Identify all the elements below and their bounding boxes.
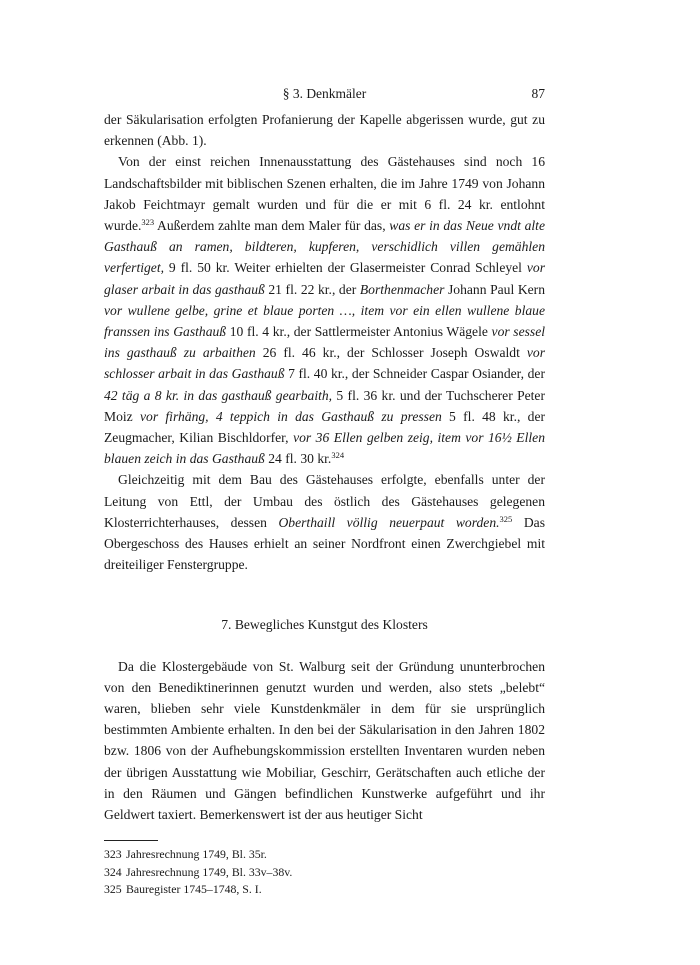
quote: vor firhäng, 4 teppich in das Gasthauß zu pressen	[139, 408, 442, 424]
running-head-title: § 3. Denkmäler	[282, 86, 367, 101]
quote: vor wullene gelbe, grine et blaue porten …, item vor ein ellen wullene blaue franssen ins Gasthauß	[104, 302, 545, 340]
footnote-number: 323	[104, 847, 122, 862]
footnote-text: Jahresrechnung 1749, Bl. 35r.	[126, 847, 267, 862]
footnote-text: Bauregister 1745–1748, S. I.	[126, 882, 262, 897]
footnote-divider	[104, 840, 158, 841]
paragraph-1: der Säkularisation erfolgten Profanierung der Kapelle abgerissen wurde, gut zu erkennen (Abb. 1).	[104, 112, 545, 149]
section-heading: 7. Bewegliches Kunstgut des Klosters	[221, 617, 428, 633]
footnote-324	[104, 864, 545, 882]
footnote-323	[104, 846, 545, 864]
quote: vor sessel ins gasthauß zu arbaithen	[104, 324, 546, 361]
page-number: 87	[531, 86, 545, 101]
quote: was er in das Neue vndt alte Gasthauß an ramen, bildteren, kupferen, verschidlich villen gemählen verfertiget,	[104, 218, 545, 276]
running-head	[104, 86, 545, 108]
paragraph-3: Gleichzeitig mit dem Bau des Gästehauses erfolgte, ebenfalls unter der Leitung von Ettl, der Umbau des östlich des Gästehauses gelegenen Klosterrichterhauses, dessen Oberthaill völlig neuerpaut worden.$^{325}$ Das Obergeschoss des Hauses erhielt an seiner Nordfront einen Zwerchgiebel mit dreiteiliger Fenstergruppe.	[104, 472, 545, 573]
footnote-ref-325[interactable]: 325	[499, 513, 513, 524]
quote: Borthenmacher	[359, 281, 445, 297]
quote: vor glaser arbait in das gasthauß	[104, 260, 545, 297]
footnote-325	[104, 881, 545, 899]
footnote-ref-323[interactable]: 323	[141, 217, 155, 228]
body-text	[104, 109, 545, 825]
quote: vor 36 Ellen gelben zeig, item vor 16½ Ellen blauen zeich in das Gasthauß	[104, 430, 545, 467]
paragraph-4: Da die Klostergebäude von St. Walburg seit der Gründung ununterbrochen von den Benediktinerinnen genutzt wurden und werden, also stets „belebt“ waren, blieben sehr viele Kunstdenkmäler in dem für sie ursprünglich bestimmten Ambiente erhalten. In den bei der Säkularisation in den Jahren 1802 bzw. 1806 von der Aufhebungskommission erstellten Inventaren wurden neben der übrigen Ausstattung wie Mobiliar, Geschirr, Gerätschaften auch etliche der in den Räumen und Gängen befindlichen Kunstwerke aufgeführt und ihr Geldwert taxiert. Bemerkenswert ist der aus heutiger Sicht	[104, 658, 545, 823]
paragraph-2: Von der einst reichen Innenausstattung des Gästehauses sind noch 16 Landschaftsbilder mit biblischen Szenen erhalten, die im Jahre 1749 von Johann Jakob Feichtmayr gemalt wurden und für die er mit 6 fl. 24 kr. entlohnt wurde.$^{323}$ Außerdem zahlte man dem Maler für das, was er in das Neue vndt alte Gasthauß an ramen, bildteren, kupferen, verschidlich villen gemählen verfertiget, 9 fl. 50 kr. Weiter erhielten der Glasermeister Conrad Schleyel vor glaser arbait in das gasthauß 21 fl. 22 kr., der Borthenmacher Johann Paul Kern vor wullene gelbe, grine et blaue porten …, item vor ein ellen wullene blaue franssen ins Gasthauß 10 fl. 4 kr., der Sattlermeister Antonius Wägele vor sessel ins gasthauß zu arbaithen 26 fl. 46 kr., der Schlosser Joseph Oswaldt vor schlosser arbait in das Gasthauß 7 fl. 40 kr., der Schneider Caspar Osiander, der 42 täg a 8 kr. in das gasthauß gearbaith, 5 fl. 36 kr. und der Tuchscherer Peter Moiz vor firhäng, 4 teppich in das Gasthauß zu pressen 5 fl. 48 kr., der Zeugmacher, Kilian Bischldorfer, vor 36 Ellen gelben zeig, item vor 16½ Ellen blauen zeich in das Gasthauß 24 fl. 30 kr.$^{324}$	[104, 154, 546, 467]
footnote-ref-324[interactable]: 324	[331, 450, 345, 461]
footnote-number: 324	[104, 864, 122, 879]
quote: vor schlosser arbait in das Gasthauß	[104, 345, 546, 382]
footnotes	[104, 846, 545, 899]
quote: Oberthaill völlig neuerpaut worden.	[278, 514, 500, 530]
quote: 42 täg a 8 kr. in das gasthauß gearbaith,	[104, 387, 333, 403]
footnote-text: Jahresrechnung 1749, Bl. 33v–38v.	[126, 864, 293, 879]
book-page	[104, 86, 545, 899]
footnote-number: 325	[104, 882, 122, 897]
